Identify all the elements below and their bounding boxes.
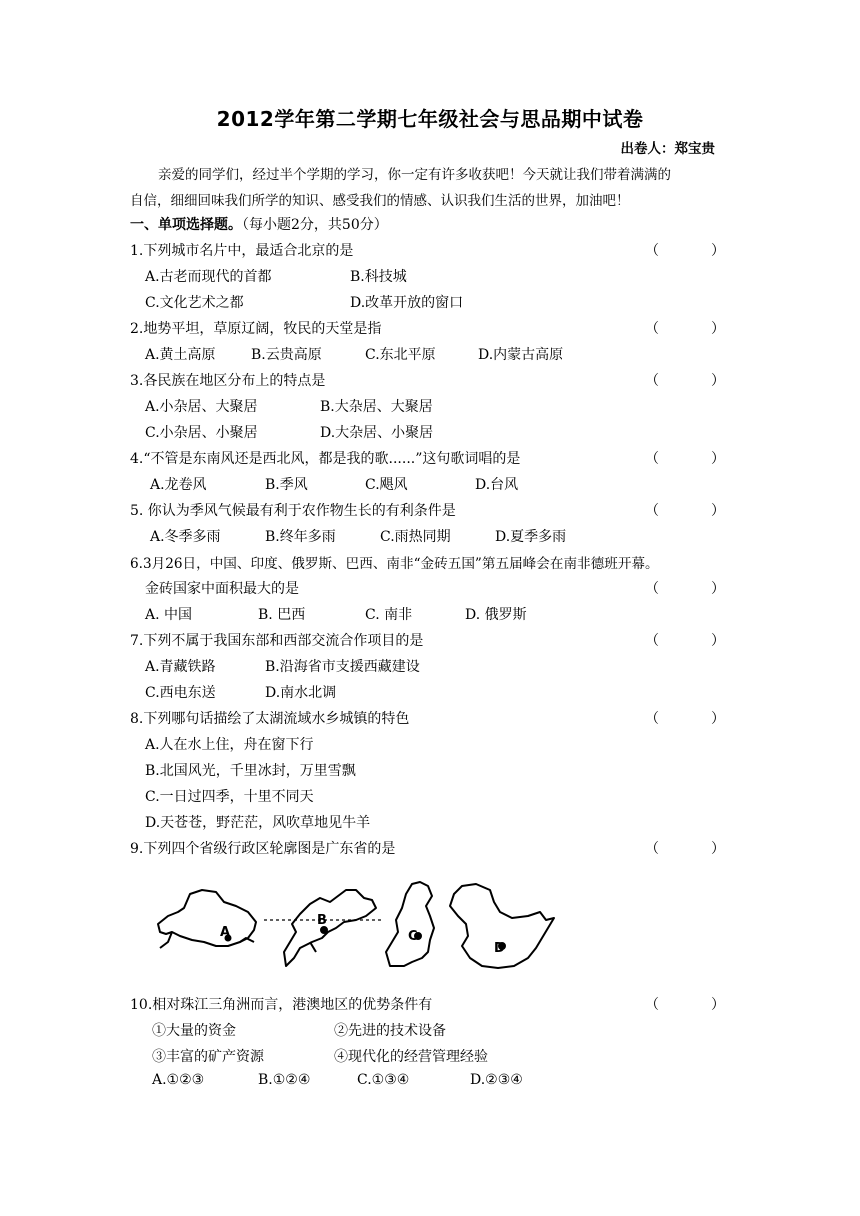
paren-left: （ [645, 841, 659, 857]
paren-left: （ [645, 711, 659, 727]
answer-blank-9[interactable] [645, 838, 725, 858]
answer-blank-1[interactable] [645, 240, 725, 260]
author-line: 出卷人：郑宝贵 [620, 141, 715, 157]
q10-option-c[interactable]: C.①③④ [357, 1072, 410, 1088]
intro-line-1: 亲爱的同学们，经过半个学期的学习，你一定有许多收获吧！今天就让我们带着满满的 [158, 167, 671, 183]
q4-option-c[interactable]: C.飓风 [365, 477, 408, 493]
question-6-stem: 6.3月26日，中国、印度、俄罗斯、巴西、南非“金砖五国”第五届峰会在南非德班开幕。 [130, 556, 659, 572]
section-note: （每小题2分，共50分） [242, 217, 388, 233]
q6-option-d[interactable]: D. 俄罗斯 [465, 607, 527, 623]
paren-right: ） [711, 581, 725, 597]
q10-item-4: ④现代化的经营管理经验 [334, 1049, 488, 1065]
paren-left: （ [645, 503, 659, 519]
q5-option-a[interactable]: A.冬季多雨 [150, 529, 221, 545]
q4-option-d[interactable]: D.台风 [475, 477, 519, 493]
paren-left: （ [645, 633, 659, 649]
answer-blank-10[interactable] [645, 994, 725, 1014]
q6-option-b[interactable]: B. 巴西 [258, 607, 306, 623]
q8-option-d[interactable]: D.天苍苍，野茫茫，风吹草地见牛羊 [145, 815, 371, 831]
q2-option-a[interactable]: A.黄土高原 [145, 347, 216, 363]
intro-line-2: 自信，细细回味我们所学的知识、感受我们的情感、认识我们生活的世界，加油吧！ [130, 193, 630, 209]
q8-option-c[interactable]: C.一日过四季，十里不同天 [145, 789, 314, 805]
q3-option-d[interactable]: D.大杂居、小聚居 [320, 425, 434, 441]
answer-blank-5[interactable] [645, 500, 725, 520]
q10-option-a[interactable]: A.①②③ [152, 1072, 205, 1088]
map-label-c: C [408, 929, 418, 944]
map-label-a: A [220, 925, 231, 940]
answer-blank-3[interactable] [645, 370, 725, 390]
paren-right: ） [711, 451, 725, 467]
province-outline-maps [150, 872, 570, 977]
page-title: 2012学年第二学期七年级社会与思品期中试卷 [216, 107, 644, 131]
answer-blank-6[interactable] [645, 578, 725, 598]
paren-left: （ [645, 243, 659, 259]
q1-option-c[interactable]: C.文化艺术之都 [145, 295, 244, 311]
q3-option-c[interactable]: C.小杂居、小聚居 [145, 425, 258, 441]
paren-left: （ [645, 581, 659, 597]
paren-left: （ [645, 373, 659, 389]
q2-option-b[interactable]: B.云贵高原 [251, 347, 322, 363]
question-8-stem: 8.下列哪句话描绘了太湖流域水乡城镇的特色 [130, 711, 410, 727]
answer-blank-2[interactable] [645, 318, 725, 338]
question-9-stem: 9.下列四个省级行政区轮廓图是广东省的是 [130, 841, 396, 857]
q5-option-c[interactable]: C.雨热同期 [380, 529, 451, 545]
section-title: 一、单项选择题。 [130, 217, 242, 233]
question-2-stem: 2.地势平坦，草原辽阔，牧民的天堂是指 [130, 321, 382, 337]
q2-option-c[interactable]: C.东北平原 [365, 347, 436, 363]
paren-right: ） [711, 321, 725, 337]
q7-option-b[interactable]: B.沿海省市支援西藏建设 [265, 659, 420, 675]
q4-option-b[interactable]: B.季风 [265, 477, 308, 493]
q7-option-a[interactable]: A.青藏铁路 [145, 659, 216, 675]
paren-right: ） [711, 633, 725, 649]
question-6-stem-cont: 金砖国家中面积最大的是 [145, 581, 299, 597]
q5-option-b[interactable]: B.终年多雨 [265, 529, 336, 545]
question-10-stem: 10.相对珠江三角洲而言，港澳地区的优势条件有 [130, 997, 433, 1013]
q3-option-a[interactable]: A.小杂居、大聚居 [145, 399, 258, 415]
q10-option-d[interactable]: D.②③④ [470, 1072, 523, 1088]
question-4-stem: 4.“不管是东南风还是西北风，都是我的歌......”这句歌词唱的是 [130, 451, 521, 467]
q1-option-a[interactable]: A.古老而现代的首都 [145, 269, 272, 285]
paren-right: ） [711, 711, 725, 727]
map-label-d: D [494, 941, 505, 956]
q10-option-b[interactable]: B.①②④ [258, 1072, 311, 1088]
q8-option-b[interactable]: B.北国风光，千里冰封，万里雪飘 [145, 763, 356, 779]
paren-right: ） [711, 997, 725, 1013]
intro-paragraph [130, 162, 740, 214]
map-outline-b[interactable] [284, 890, 376, 966]
question-3-stem: 3.各民族在地区分布上的特点是 [130, 373, 326, 389]
map-label-b: B [317, 913, 327, 928]
question-5-stem: 5. 你认为季风气候最有利于农作物生长的有利条件是 [130, 503, 456, 519]
paren-right: ） [711, 503, 725, 519]
paren-right: ） [711, 373, 725, 389]
q5-option-d[interactable]: D.夏季多雨 [495, 529, 567, 545]
q10-item-3: ③丰富的矿产资源 [152, 1049, 264, 1065]
question-1-stem: 1.下列城市名片中，最适合北京的是 [130, 243, 354, 259]
paren-left: （ [645, 451, 659, 467]
answer-blank-7[interactable] [645, 630, 725, 650]
paren-right: ） [711, 841, 725, 857]
q10-item-2: ②先进的技术设备 [334, 1023, 446, 1039]
q10-item-1: ①大量的资金 [152, 1023, 236, 1039]
q1-option-b[interactable]: B.科技城 [350, 269, 407, 285]
paren-left: （ [645, 997, 659, 1013]
q6-option-c[interactable]: C. 南非 [365, 607, 413, 623]
q2-option-d[interactable]: D.内蒙古高原 [478, 347, 564, 363]
q1-option-d[interactable]: D.改革开放的窗口 [350, 295, 464, 311]
answer-blank-8[interactable] [645, 708, 725, 728]
section-heading [130, 214, 388, 234]
q7-option-d[interactable]: D.南水北调 [265, 685, 337, 701]
question-7-stem: 7.下列不属于我国东部和西部交流合作项目的是 [130, 633, 424, 649]
q6-option-a[interactable]: A. 中国 [145, 607, 193, 623]
map-outline-c[interactable] [386, 882, 434, 966]
q7-option-c[interactable]: C.西电东送 [145, 685, 216, 701]
q8-option-a[interactable]: A.人在水上住，舟在窗下行 [145, 737, 314, 753]
paren-left: （ [645, 321, 659, 337]
map-outline-a[interactable] [158, 890, 256, 948]
paren-right: ） [711, 243, 725, 259]
answer-blank-4[interactable] [645, 448, 725, 468]
q4-option-a[interactable]: A.龙卷风 [150, 477, 207, 493]
q3-option-b[interactable]: B.大杂居、大聚居 [320, 399, 433, 415]
